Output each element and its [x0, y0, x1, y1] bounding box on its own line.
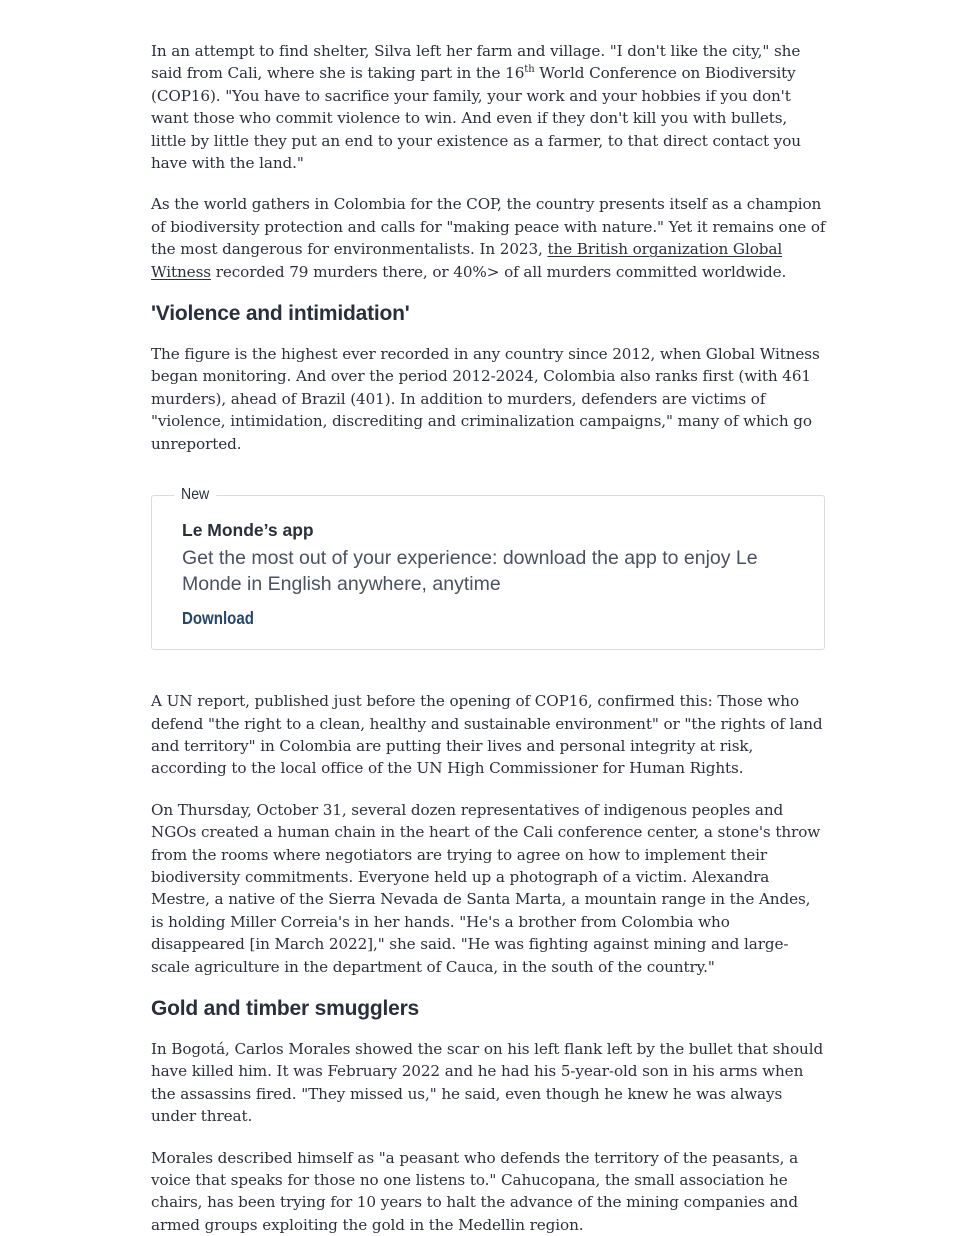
heading-violence-intimidation: 'Violence and intimidation' [151, 302, 410, 326]
promo-title: Le Monde’s app [182, 520, 314, 541]
ordinal-suffix: th [524, 64, 535, 76]
paragraph-un-report: A UN report, published just before the opening of COP16, confirmed this: Those who defend "the right to a clean, healthy and sustainable environment" or "the rights of land and territory" in Colombia are putting their lives and personal integrity at risk, according to the local office of the UN High Commissioner for Human Rights. [151, 692, 823, 778]
heading-gold-timber-smugglers: Gold and timber smugglers [151, 996, 420, 1020]
global-witness-link[interactable]: the British organization Global Witness [151, 240, 783, 281]
paragraph-human-chain: On Thursday, October 31, several dozen representatives of indigenous peoples and NGOs created a human chain in the heart of the Cali conference center, a stone's throw from the rooms where negotiators are trying to agree on how to implement their biodiversity commitments. Everyone held up a photograph of a victim. Alexandra Mestre, a native of the Sierra Nevada de Santa Marta, a mountain range in the Andes, is holding Miller Correia's in her hands. "He's a brother from Colombia who disappeared [in March 2022]," she said. "He was fighting against mining and large-scale agriculture in the department of Cauca, in the south of the country." [151, 800, 821, 976]
paragraph-colombia-cop: As the world gathers in Colombia for the COP, the country presents itself as a champion of biodiversity protection and calls for "making peace with nature." Yet it remains one of the most dangerous for environmentalists. In 2023, the British organization Global Witness recorded 79 murders there, or 40%> of all murders committed worldwide. [151, 195, 826, 281]
paragraph-cahucopana: Morales described himself as "a peasant who defends the territory of the peasants, a voice that speaks for those no one listens to." Cahucopana, the small association he chairs, has been trying for 10 years to halt the advance of the mining companies and armed groups exploiting the gold in the Medellin region. [151, 1148, 799, 1234]
download-app-link[interactable]: Download [182, 608, 254, 629]
paragraph-silva-shelter: In an attempt to find shelter, Silva left her farm and village. "I don't like the city," she said from Cali, where she is taking part in the 16th World Conference on Biodiversity (COP16). "You have to sacrifice your family, your work and your hobbies if you don't want those who commit violence to win. And even if they don't kill you with bullets, little by little they put an end to your existence as a farmer, to that direct contact you have with the land." [151, 42, 801, 173]
promo-new-tag: New [174, 485, 216, 505]
paragraph-global-witness-figures: The figure is the highest ever recorded in any country since 2012, when Global Witness began monitoring. And over the period 2012-2024, Colombia also ranks first (with 461 murders), ahead of Brazil (401). In addition to murders, defenders are victims of "violence, intimidation, discrediting and criminalization campaigns," many of which go unreported. [151, 345, 820, 453]
article-body [151, 40, 826, 1236]
app-promo-box [151, 486, 825, 650]
paragraph-carlos-morales-scar: In Bogotá, Carlos Morales showed the scar on his left flank left by the bullet that should have killed him. It was February 2022 and he had his 5-year-old son in his arms when the assassins fired. "They missed us," he said, even though he knew he was always under threat. [151, 1039, 824, 1126]
promo-description: Get the most out of your experience: download the app to enjoy Le Monde in English anywhere, anytime [182, 547, 758, 596]
